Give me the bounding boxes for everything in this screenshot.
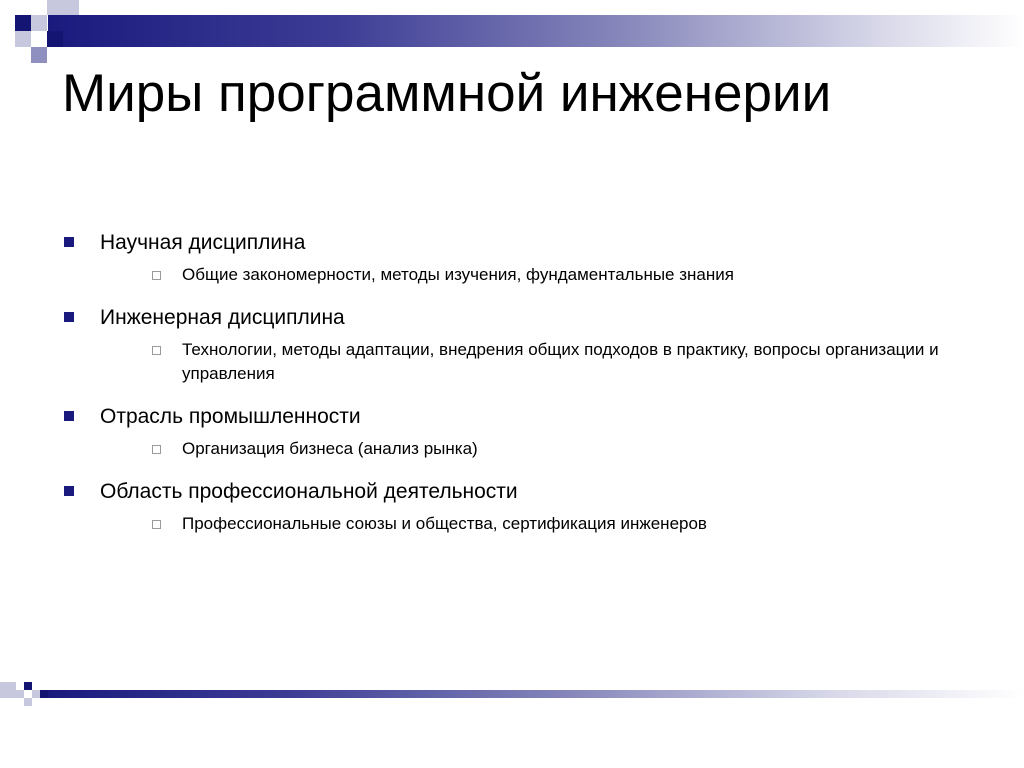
sub-item — [100, 437, 942, 461]
filled-square-icon — [64, 312, 74, 322]
bullet-label: Научная дисциплина — [100, 231, 306, 254]
hollow-square-icon — [152, 445, 161, 454]
decor-square-icon — [63, 0, 79, 15]
decor-square-icon — [16, 690, 24, 698]
decor-square-icon — [31, 47, 47, 63]
decor-square-icon — [24, 698, 32, 706]
bullet-label: Отрасль промышленности — [100, 405, 361, 428]
hollow-square-icon — [152, 520, 161, 529]
decor-square-icon — [31, 15, 47, 31]
list-item — [62, 475, 942, 536]
sub-item-text: Технологии, методы адаптации, внедрения общих подходов в практику, вопросы организации и управления — [182, 340, 939, 383]
sub-item — [100, 263, 942, 287]
decor-square-icon — [24, 682, 32, 690]
sub-item-text: Профессиональные союзы и общества, сертификация инженеров — [182, 514, 707, 533]
filled-square-icon — [64, 411, 74, 421]
decor-square-icon — [47, 0, 63, 15]
decor-square-icon — [40, 690, 48, 698]
decor-square-icon — [15, 31, 31, 47]
bullet-label: Область профессиональной деятельности — [100, 480, 518, 503]
sub-item-text: Общие закономерности, методы изучения, фундаментальные знания — [182, 265, 734, 284]
hollow-square-icon — [152, 346, 161, 355]
sub-item — [100, 338, 942, 386]
hollow-square-icon — [152, 271, 161, 280]
slide-title: Миры программной инженерии — [62, 64, 832, 123]
bullet-list — [62, 226, 942, 536]
decor-square-icon — [47, 31, 63, 47]
list-item — [62, 226, 942, 287]
top-gradient-bar — [48, 15, 1024, 47]
bottom-gradient-bar — [48, 690, 1024, 698]
list-item — [62, 301, 942, 386]
sub-item — [100, 512, 942, 536]
decor-square-icon — [32, 690, 40, 698]
bullet-label: Инженерная дисциплина — [100, 306, 345, 329]
filled-square-icon — [64, 237, 74, 247]
decor-square-icon — [0, 682, 16, 698]
sub-item-text: Организация бизнеса (анализ рынка) — [182, 439, 478, 458]
filled-square-icon — [64, 486, 74, 496]
list-item — [62, 400, 942, 461]
decor-square-icon — [15, 15, 31, 31]
